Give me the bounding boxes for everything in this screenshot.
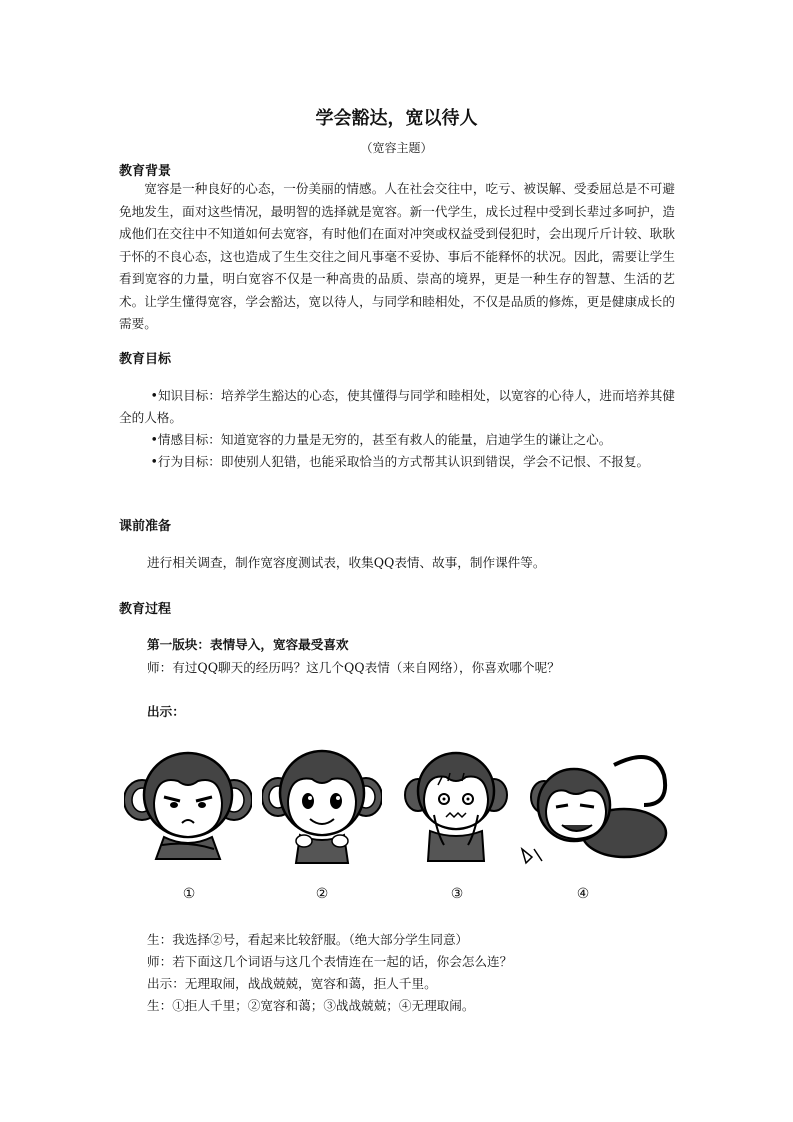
- background-paragraph: 宽容是一种良好的心态，一份美丽的情感。人在社会交往中，吃亏、被误解、受委屈总是不可避免地发生，面对这些情况，最明智的选择就是宽容。新一代学生，成长过程中受到长辈过多呵护，造成他们在交往中不知道如何去宽容，有时他们在面对冲突或权益受到侵犯时，会出现斤斤计较、耿耿于怀的不良心态，这也造成了生生交往之间凡事毫不妥协、事后不能释怀的状况。因此，需要让学生看到宽容的力量，明白宽容不仅是一种高贵的品质、崇高的境界，更是一种生存的智慧、生活的艺术。让学生懂得宽容，学会豁达，宽以待人，与同学和睦相处，不仅是品质的修炼，更是健康成长的需要。: [119, 181, 675, 331]
- student-answer-2: 生：①拒人千里；②宽容和蔼；③战战兢兢；④无理取闹。: [147, 998, 475, 1013]
- monkey-number-1: ①: [182, 886, 196, 902]
- goal-item-behavior: •行为目标：即使别人犯错，也能采取恰当的方式帮其认识到错误，学会不记恨、不报复。: [150, 454, 650, 469]
- monkey-number-3: ③: [450, 886, 464, 902]
- teacher-question-1: 师：有过QQ聊天的经历吗？这几个QQ表情（来自网络），你喜欢哪个呢？: [147, 660, 560, 675]
- page-subtitle: （宽容主题）: [360, 141, 433, 155]
- section-heading-background: 教育背景: [119, 164, 172, 179]
- page-title: 学会豁达，宽以待人: [315, 108, 478, 129]
- goal-item-emotion: •情感目标：知道宽容的力量是无穷的，甚至有救人的能量，启迪学生的谦让之心。: [150, 432, 612, 447]
- monkey-number-4: ④: [576, 886, 590, 902]
- preparation-text: 进行相关调查，制作宽容度测试表，收集QQ表情、故事，制作课件等。: [147, 555, 546, 570]
- goal-item-knowledge: •知识目标：培养学生豁达的心态，使其懂得与同学和睦相处，以宽容的心待人，进而培养其健全的人格。: [119, 388, 675, 425]
- monkey-emoji-happy: [262, 745, 382, 865]
- section-heading-preparation: 课前准备: [119, 519, 172, 534]
- monkey-emoji-grumpy: [124, 745, 252, 863]
- monkey-emoji-scared: [404, 745, 508, 865]
- monkey-emoji-mischievous: [514, 745, 670, 865]
- show-words: 出示：无理取闹，战战兢兢，宽容和蔼，拒人千里。: [147, 976, 437, 991]
- section-heading-goals: 教育目标: [119, 352, 172, 367]
- student-answer-1: 生：我选择②号，看起来比较舒服。（绝大部分学生同意）: [147, 932, 469, 947]
- section-heading-process: 教育过程: [119, 602, 172, 617]
- monkey-number-2: ②: [315, 886, 329, 902]
- show-label: 出示：: [147, 704, 185, 719]
- teacher-question-2: 师：若下面这几个词语与这几个表情连在一起的话，你会怎么连？: [147, 954, 513, 969]
- block1-heading: 第一版块：表情导入，宽容最受喜欢: [147, 637, 349, 652]
